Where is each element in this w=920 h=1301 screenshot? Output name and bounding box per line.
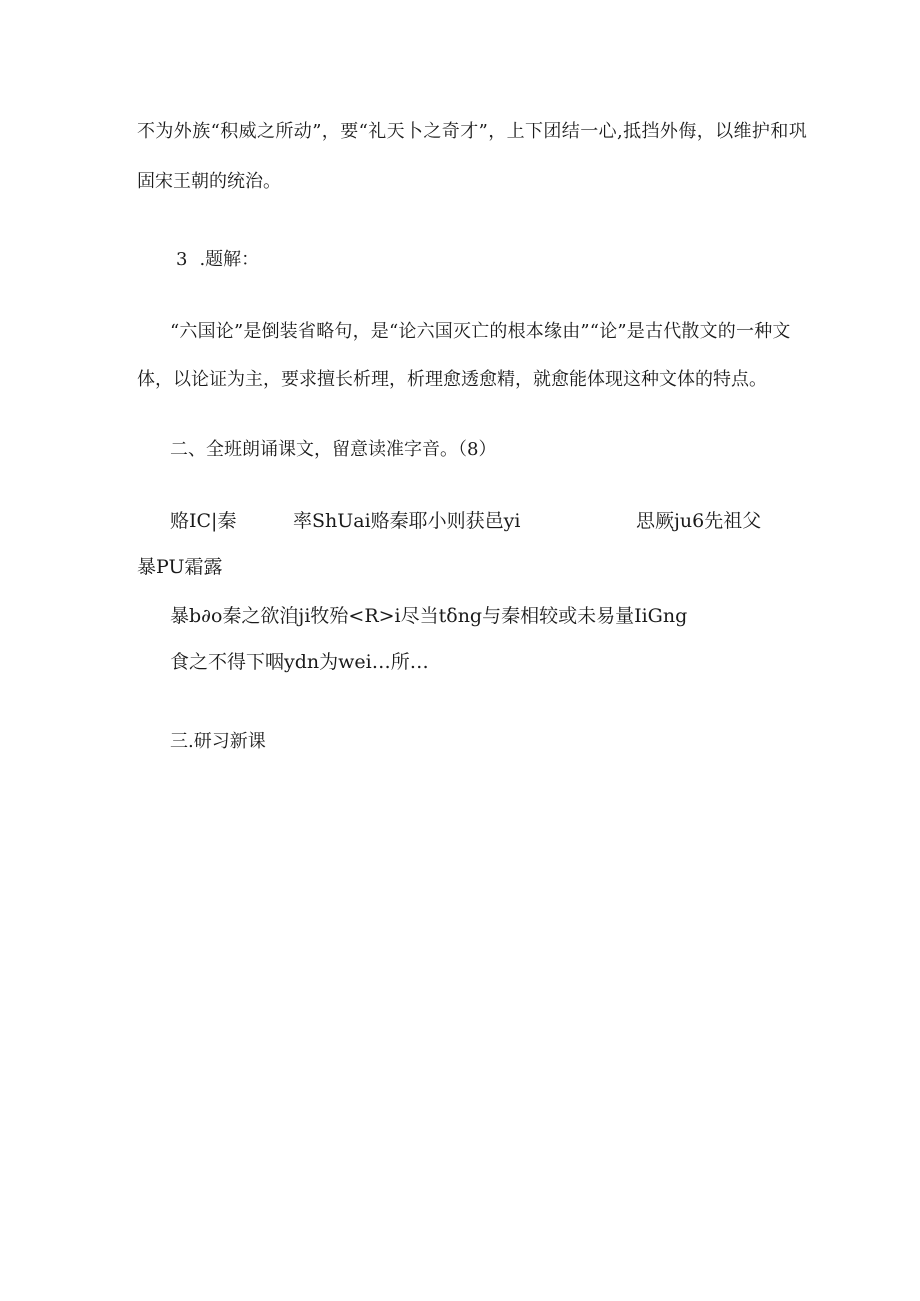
heading-3-number: 3 [176, 249, 188, 270]
pronunciation-row-1-col-3: 思厥ju6先祖父 [636, 510, 762, 532]
heading-3-label: .题解： [199, 249, 260, 270]
paragraph-2-line-2: 体，以论证为主，要求擅长析理，析理愈透愈精，就愈能体现这种文体的特点。 [137, 369, 767, 390]
paragraph-1-line-1: 不为外族“积威之所动”，要“礼天卜之奇才”，上下团结一心,抵挡外侮，以维护和巩 [137, 121, 808, 142]
section-3-heading: 三.研习新课 [170, 731, 266, 752]
pronunciation-row-3: 暴b∂o秦之欲洎ji牧殆<R>i尽当tδng与秦相较或未易量IiGng [170, 605, 688, 627]
pronunciation-row-1-col-2: 率ShUai赂秦耶小则获邑yi [293, 510, 521, 532]
heading-3 [176, 251, 259, 269]
pronunciation-row-1-col-1: 赂IC|秦 [170, 510, 237, 532]
pronunciation-row-2: 暴PU霜露 [137, 556, 223, 578]
section-2-heading: 二、全班朗诵课文，留意读准字音。（8） [170, 439, 497, 460]
paragraph-1-line-2: 固宋王朝的统治。 [137, 171, 281, 192]
pronunciation-row-4: 食之不得下咽ydn为wei…所… [170, 651, 429, 673]
paragraph-2-line-1: “六国论”是倒装省略句，是“论六国灭亡的根本缘由”“论”是古代散文的一种文 [170, 321, 791, 342]
